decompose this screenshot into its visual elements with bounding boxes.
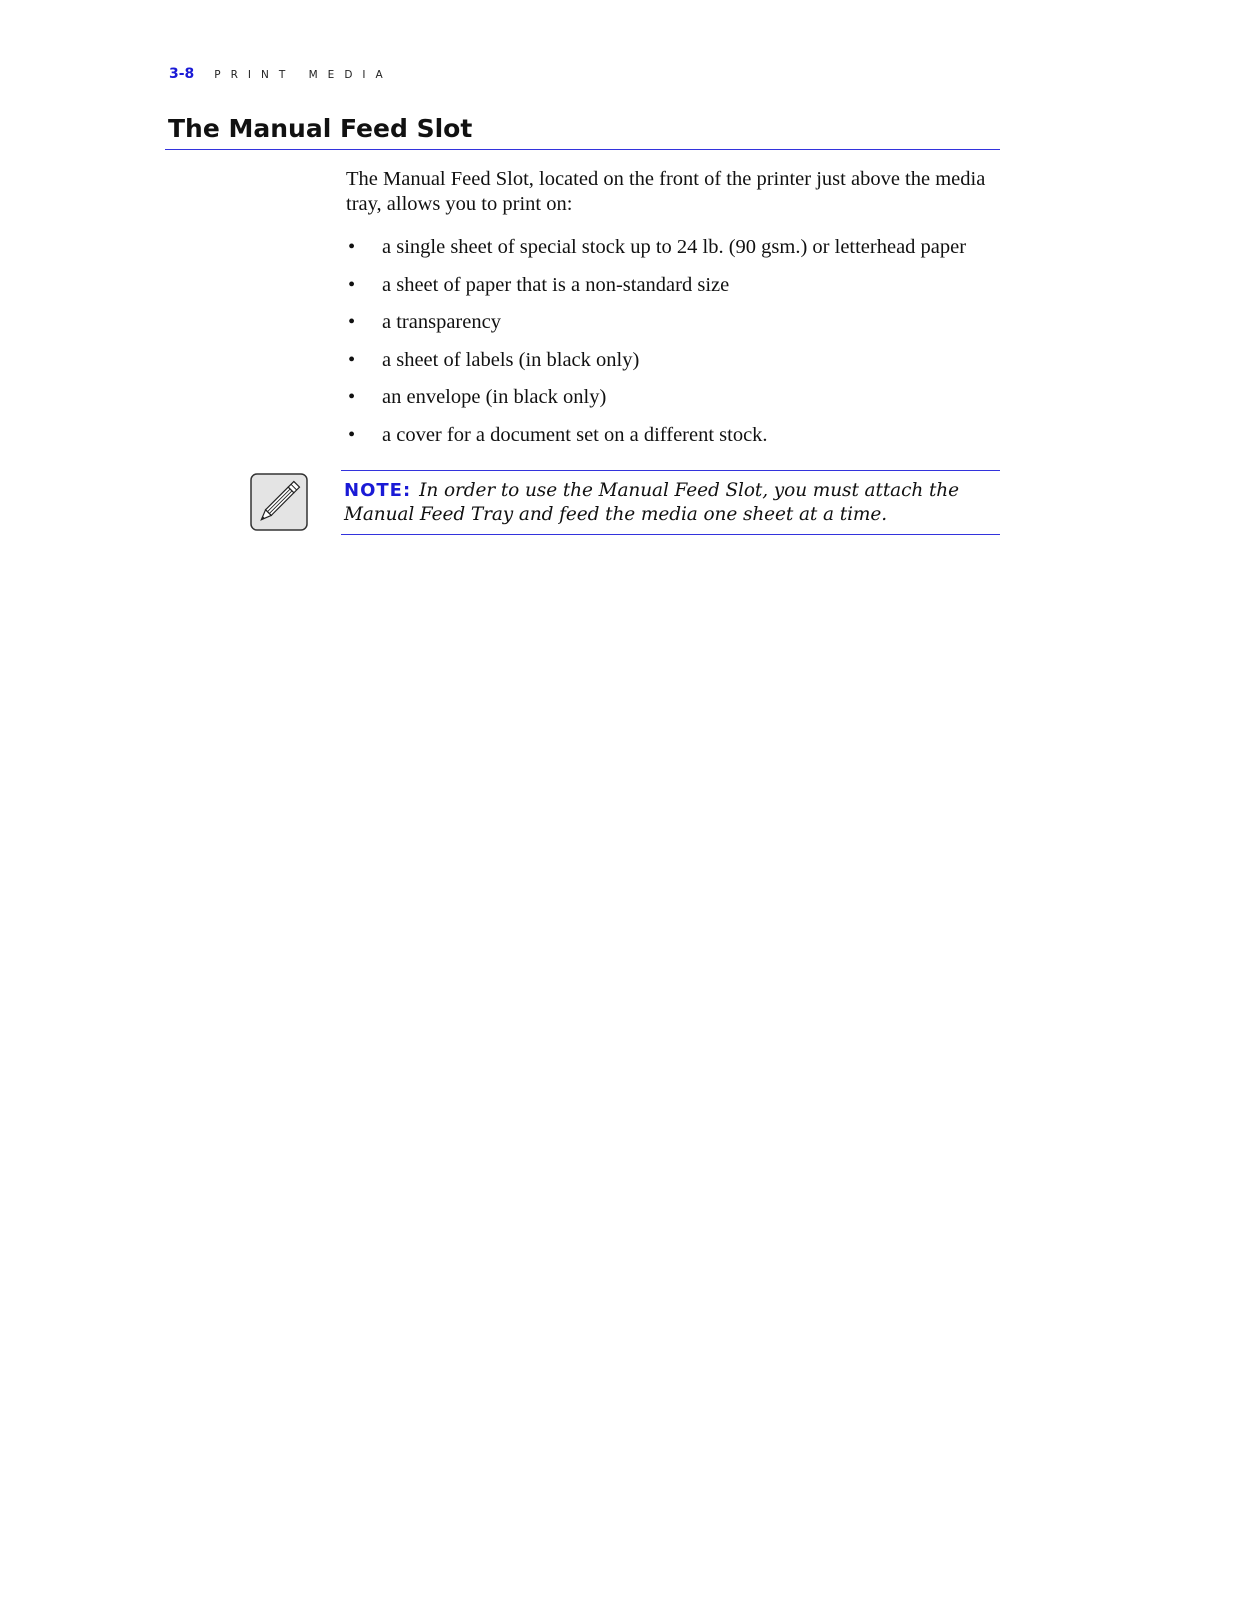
list-item — [346, 424, 1026, 462]
list-item-text: a sheet of paper that is a non-standard size — [382, 273, 730, 296]
page-number: 3-8 — [169, 66, 195, 82]
list-item-text: an envelope (in black only) — [382, 386, 607, 409]
running-header — [169, 66, 393, 84]
pencil-icon — [250, 473, 308, 531]
bullet-icon: • — [348, 348, 356, 371]
list-item — [346, 274, 1026, 312]
list-item-text: a sheet of labels (in black only) — [382, 348, 640, 371]
note-top-rule — [341, 470, 1000, 471]
bullet-icon: • — [348, 311, 356, 334]
note-label: NOTE: — [344, 480, 412, 501]
intro-paragraph: The Manual Feed Slot, located on the front of the printer just above the media tray, allows you to print on: — [346, 168, 986, 215]
list-item-text: a transparency — [382, 311, 501, 334]
section-title: The Manual Feed Slot — [168, 114, 473, 143]
list-item-text: a cover for a document set on a different stock. — [382, 423, 768, 446]
media-type-list — [346, 236, 1026, 462]
list-item — [346, 311, 1026, 349]
list-item — [346, 349, 1026, 387]
list-item — [346, 236, 1026, 274]
note-bottom-rule — [341, 534, 1000, 535]
bullet-icon: • — [348, 386, 356, 409]
note-text-block — [344, 479, 1004, 527]
bullet-icon: • — [348, 236, 356, 258]
title-divider — [165, 149, 1000, 150]
list-item-text: a single sheet of special stock up to 24 lb. (90 gsm.) or letterhead paper — [382, 236, 967, 258]
note-body: In order to use the Manual Feed Slot, you must attach the Manual Feed Tray and feed the media one sheet at a time. — [344, 480, 959, 525]
list-item — [346, 386, 1026, 424]
bullet-icon: • — [348, 423, 356, 446]
bullet-icon: • — [348, 273, 356, 296]
chapter-title: PRINT MEDIA — [214, 69, 393, 81]
